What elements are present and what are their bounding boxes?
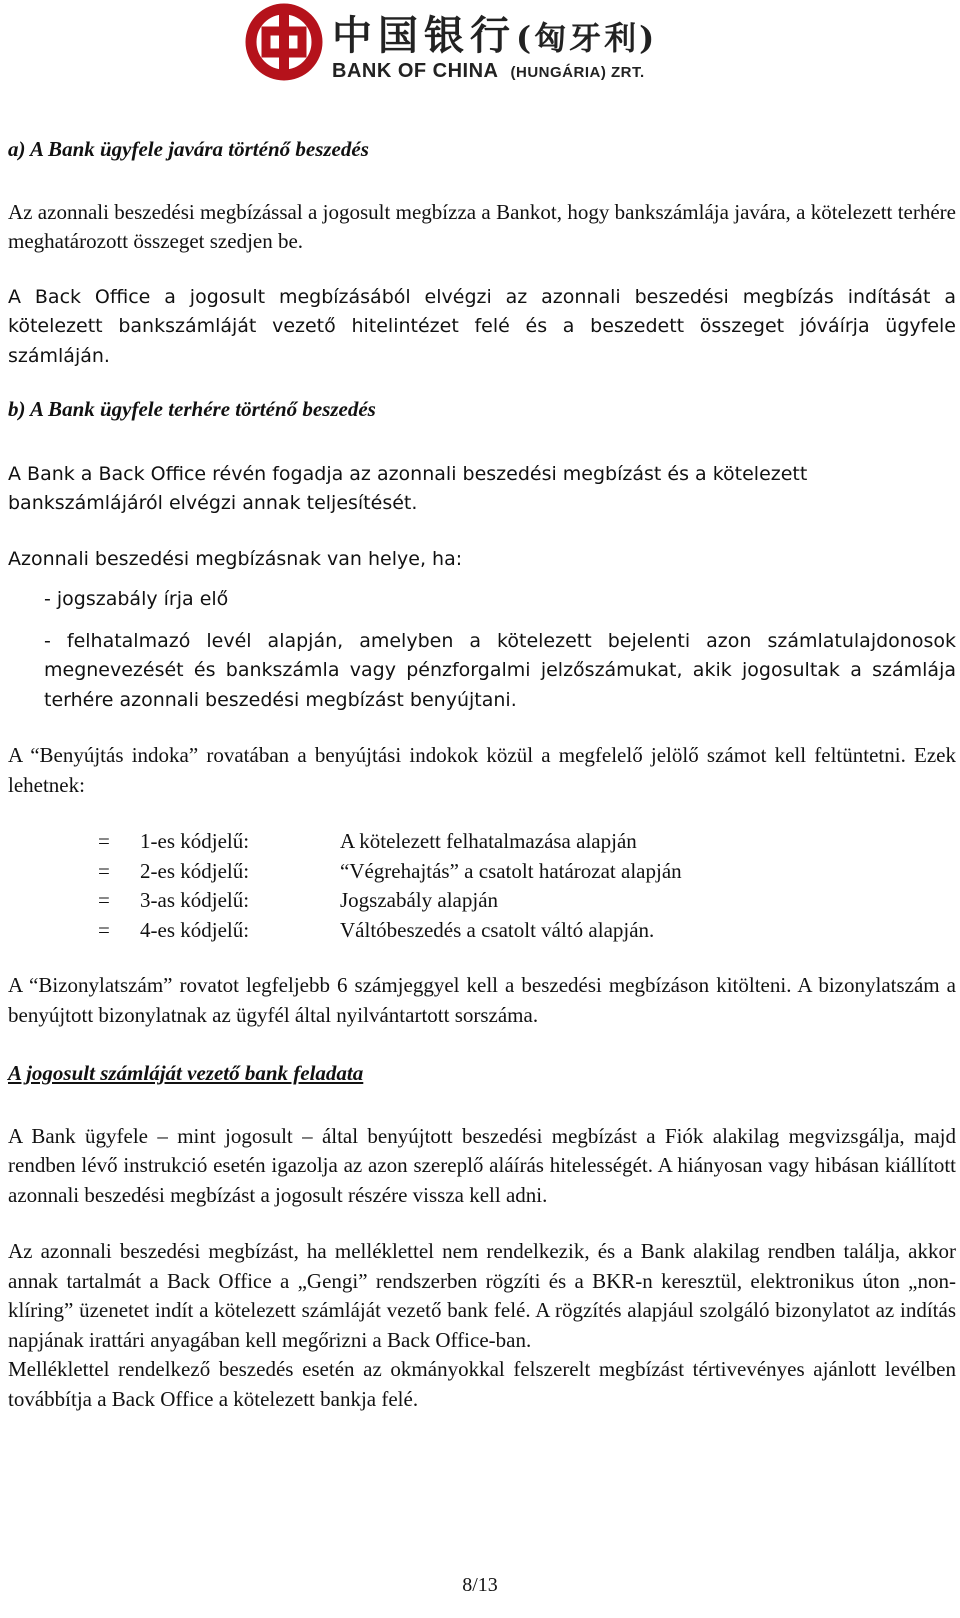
code-description: Váltóbeszedés a csatolt váltó alapján.: [340, 917, 655, 942]
bank-of-china-logo-icon: [244, 2, 324, 82]
section-c-paragraph-2: Az azonnali beszedési megbízást, ha melléklettel nem rendelkezik, és a Bank alakilag rendben találja, akkor annak tartalmát a Back Office a „Gengi” rendszerben rögzíti és a BKR-n keresztül, elektronikus úton „non-klíring” üzenetet indít a kötelezett számláját vezető bank felé. A rögzítés alapjául szolgáló bizonylatot az indítás napjának irattári anyagában kell megőrizni a Back Office-ban.: [8, 1239, 956, 1352]
code-row: [98, 886, 682, 916]
section-b-paragraph-1: A Bank a Back Office révén fogadja az azonnali beszedési megbízást és a kötelezett bankszámlájáról elvégzi annak teljesítését.: [8, 462, 808, 514]
page-header: [0, 0, 960, 92]
code-list: [98, 827, 682, 945]
code-equals: =: [98, 917, 110, 942]
section-b-paragraph-4: A “Bizonylatszám” rovatot legfeljebb 6 számjeggyel kell a beszedési megbízáson kitölteni. A bizonylatszám a benyújtott bizonylatnak az ügyfél által nyilvántartott sorszáma.: [8, 973, 956, 1027]
list-item-jogszabaly: - jogszabály írja elő: [44, 588, 229, 610]
code-row: [98, 916, 682, 946]
logo-chinese-name: 中国银行(匈牙利): [332, 12, 658, 59]
section-b-paragraph-3: A “Benyújtás indoka” rovatában a benyújtási indokok közül a megfelelő jelölő számot kell feltüntetni. Ezek lehetnek:: [8, 743, 956, 797]
code-row: [98, 827, 682, 857]
code-description: A kötelezett felhatalmazása alapján: [340, 829, 637, 853]
code-description: Jogszabály alapján: [340, 888, 499, 912]
section-a-paragraph-2: A Back Office a jogosult megbízásából elvégzi az azonnali beszedési megbízás indítását a kötelezett bankszámláját vezető hitelintézet felé és a beszedett összeget jóváírja ügyfele számláján.: [8, 285, 956, 367]
section-b-heading: b) A Bank ügyfele terhére történő beszedés: [8, 397, 376, 421]
code-label: 1-es kódjelű:: [140, 829, 250, 853]
section-a-paragraph-1: Az azonnali beszedési megbízással a jogosult megbízza a Bankot, hogy bankszámlája javára, a kötelezett terhére meghatározott összeget szedjen be.: [8, 199, 956, 253]
section-c-paragraph-1: A Bank ügyfele – mint jogosult – által benyújtott beszedési megbízást a Fiók alakilag megvizsgálja, majd rendben lévő instrukció esetén igazolja az azon szereplő aláírás hitelességét. A hiányosan vagy hibásan kiállított azonnali beszedési megbízást a jogosult részére vissza kell adni.: [8, 1123, 956, 1207]
section-a-heading: a) A Bank ügyfele javára történő beszedés: [8, 137, 369, 161]
code-equals: =: [98, 829, 110, 853]
list-item-felhatalmazo-level: - felhatalmazó levél alapján, amelyben a kötelezett bejelenti azon számlatulajdonosok megnevezését és bankszámla vagy pénzforgalmi jelzőszámukat, akik jogosultak a számlája terhére azonnali beszedési megbízást benyújtani.: [44, 629, 956, 711]
code-label: 2-es kódjelű:: [140, 858, 250, 883]
code-label: 3-as kódjelű:: [140, 888, 250, 912]
section-c-paragraph-3: Melléklettel rendelkező beszedés esetén az okmányokkal felszerelt megbízást tértivevényes ajánlott levélben továbbítja a Back Office a kötelezett bankja felé.: [8, 1357, 956, 1411]
logo-english-sub: (HUNGÁRIA) ZRT.: [510, 64, 645, 81]
section-c-heading: A jogosult számláját vezető bank feladata: [8, 1061, 364, 1085]
logo-chinese-sub: (匈牙利): [516, 19, 658, 57]
code-equals: =: [98, 858, 110, 883]
logo-english-name: BANK OF CHINA (HUNGÁRIA) ZRT.: [332, 60, 645, 82]
document-body: [8, 135, 956, 1414]
section-b-paragraph-2: Azonnali beszedési megbízásnak van helye, ha:: [8, 547, 463, 570]
code-description: “Végrehajtás” a csatolt határozat alapján: [340, 858, 682, 883]
code-label: 4-es kódjelű:: [140, 917, 250, 942]
page-number: 8/13: [462, 1574, 498, 1596]
code-equals: =: [98, 888, 110, 912]
code-row: [98, 857, 682, 887]
